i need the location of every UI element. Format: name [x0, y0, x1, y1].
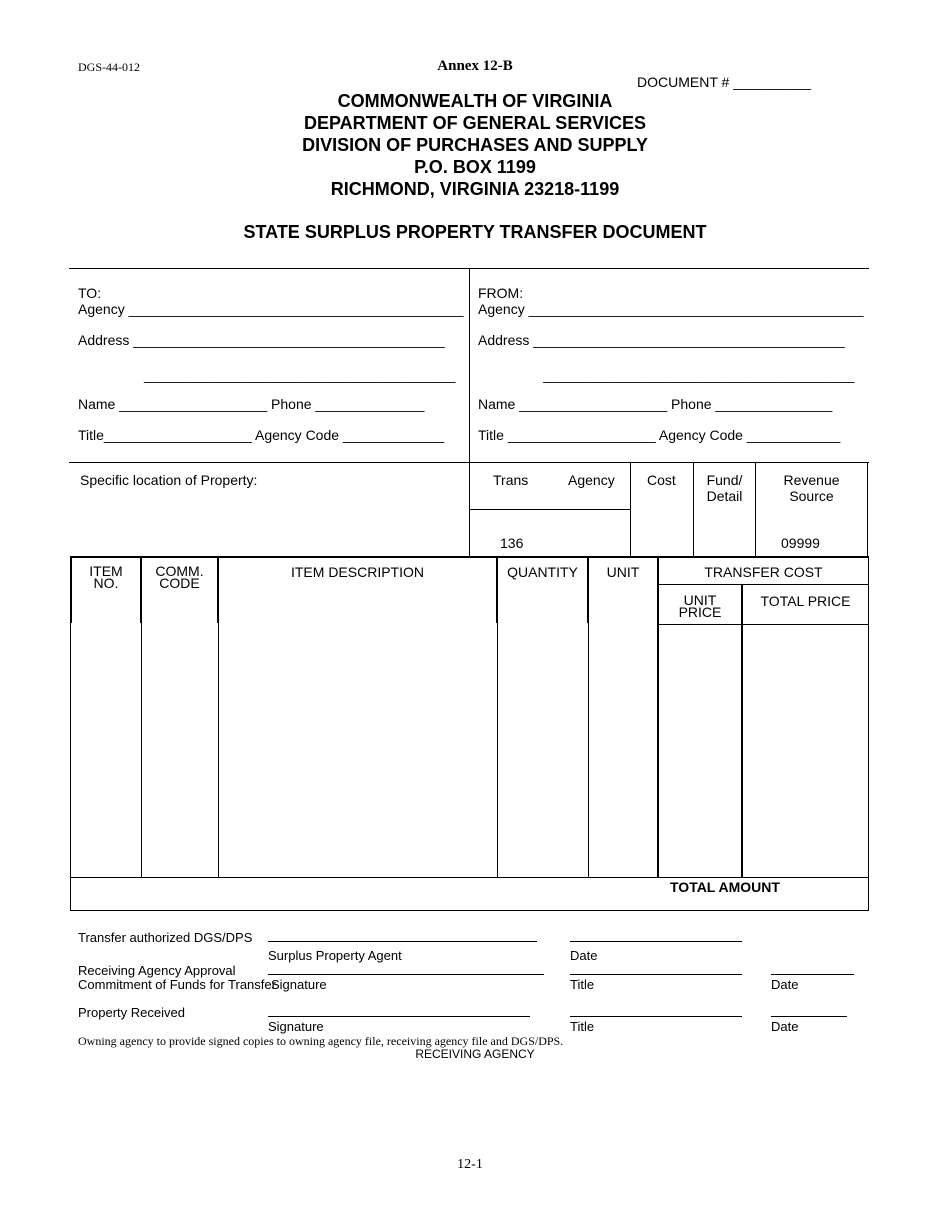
col-unit-price: UNIT PRICE: [678, 592, 722, 620]
received-title-line[interactable]: [570, 1016, 742, 1017]
org-line-3: DIVISION OF PURCHASES AND SUPPLY: [302, 135, 648, 155]
divider: [218, 623, 219, 877]
col-item-description: ITEM DESCRIPTION: [290, 564, 424, 580]
divider: [141, 623, 142, 877]
date-label: Date: [771, 1019, 799, 1034]
date-label: Date: [771, 977, 799, 992]
divider: [70, 623, 71, 911]
receiving-signature-line[interactable]: [268, 974, 544, 975]
date-label: Date: [570, 948, 598, 963]
source-label: Source: [789, 488, 834, 504]
from-heading: FROM:: [478, 285, 524, 301]
footer-note: Owning agency to provide signed copies to owning agency file, receiving agency file and DGS/DPS.: [78, 1034, 564, 1048]
title-label: Title: [570, 977, 595, 992]
from-agency-field[interactable]: Agency ___________________________________________: [478, 301, 864, 317]
org-line-4: P.O. BOX 1199: [414, 157, 536, 177]
to-address-line2[interactable]: ________________________________________: [144, 367, 456, 383]
divider: [867, 462, 868, 557]
annex-label: Annex 12-B: [437, 58, 513, 74]
surplus-agent-label: Surplus Property Agent: [268, 948, 402, 963]
to-title-code-field[interactable]: Title___________________ Agency Code _____________: [78, 427, 445, 443]
form-id: DGS-44-012: [78, 60, 140, 74]
to-name-phone-field[interactable]: Name ___________________ Phone ______________: [78, 396, 425, 412]
divider: [69, 462, 869, 463]
received-date-line[interactable]: [771, 1016, 847, 1017]
divider: [588, 623, 589, 877]
divider: [497, 623, 498, 877]
detail-label: Detail: [706, 488, 743, 504]
total-amount-label: TOTAL AMOUNT: [670, 879, 780, 895]
agent-signature-line[interactable]: [268, 941, 537, 942]
to-heading: TO:: [78, 285, 102, 301]
signature-label: Signature: [271, 977, 327, 992]
from-address-line2[interactable]: ________________________________________: [543, 367, 855, 383]
title-label: Title: [570, 1019, 595, 1034]
to-address-field[interactable]: Address ________________________________________: [78, 332, 445, 348]
revenue-label: Revenue: [783, 472, 840, 488]
to-agency-field[interactable]: Agency ___________________________________________: [78, 301, 464, 317]
divider: [70, 877, 868, 878]
table-top-border: [70, 556, 869, 558]
transfer-authorized-label: Transfer authorized DGS/DPS: [78, 930, 253, 945]
receiving-date-line[interactable]: [771, 974, 854, 975]
agency-label: Agency: [568, 472, 615, 488]
agent-date-line[interactable]: [570, 941, 742, 942]
col-item-no: ITEM NO.: [89, 563, 123, 591]
col-total-price: TOTAL PRICE: [760, 593, 851, 609]
signature-label: Signature: [268, 1019, 324, 1034]
trans-value: 136: [500, 535, 524, 551]
col-transfer-cost: TRANSFER COST: [704, 564, 823, 580]
location-label: Specific location of Property:: [80, 472, 258, 488]
fund-label: Fund/: [706, 472, 743, 488]
from-name-phone-field[interactable]: Name ___________________ Phone _______________: [478, 396, 833, 412]
divider: [658, 584, 868, 585]
revenue-value: 09999: [781, 535, 820, 551]
divider: [868, 556, 869, 911]
commitment-label: Commitment of Funds for Transfer: [78, 977, 276, 992]
divider: [70, 910, 869, 911]
divider: [630, 462, 631, 557]
document-number: DOCUMENT # __________: [637, 74, 812, 90]
page-title: STATE SURPLUS PROPERTY TRANSFER DOCUMENT: [243, 222, 707, 242]
property-received-label: Property Received: [78, 1005, 185, 1020]
from-address-field[interactable]: Address ________________________________________: [478, 332, 845, 348]
divider: [469, 268, 470, 557]
page-number: 12-1: [457, 1157, 483, 1172]
col-unit: UNIT: [606, 564, 640, 580]
org-line-5: RICHMOND, VIRGINIA 23218-1199: [330, 179, 620, 199]
receiving-title-line[interactable]: [570, 974, 742, 975]
divider: [658, 624, 868, 625]
receiving-approval-label: Receiving Agency Approval: [78, 963, 236, 978]
org-line-2: DEPARTMENT OF GENERAL SERVICES: [303, 113, 647, 133]
receiving-agency-label: RECEIVING AGENCY: [415, 1047, 535, 1061]
received-signature-line[interactable]: [268, 1016, 530, 1017]
org-line-1: COMMONWEALTH OF VIRGINIA: [337, 91, 613, 111]
trans-label: Trans: [493, 472, 529, 488]
divider: [469, 509, 630, 510]
from-title-code-field[interactable]: Title ___________________ Agency Code ____________: [478, 427, 841, 443]
cost-label: Cost: [647, 472, 676, 488]
col-quantity: QUANTITY: [507, 564, 578, 580]
col-comm-code: COMM. CODE: [155, 563, 204, 591]
divider: [741, 584, 743, 877]
